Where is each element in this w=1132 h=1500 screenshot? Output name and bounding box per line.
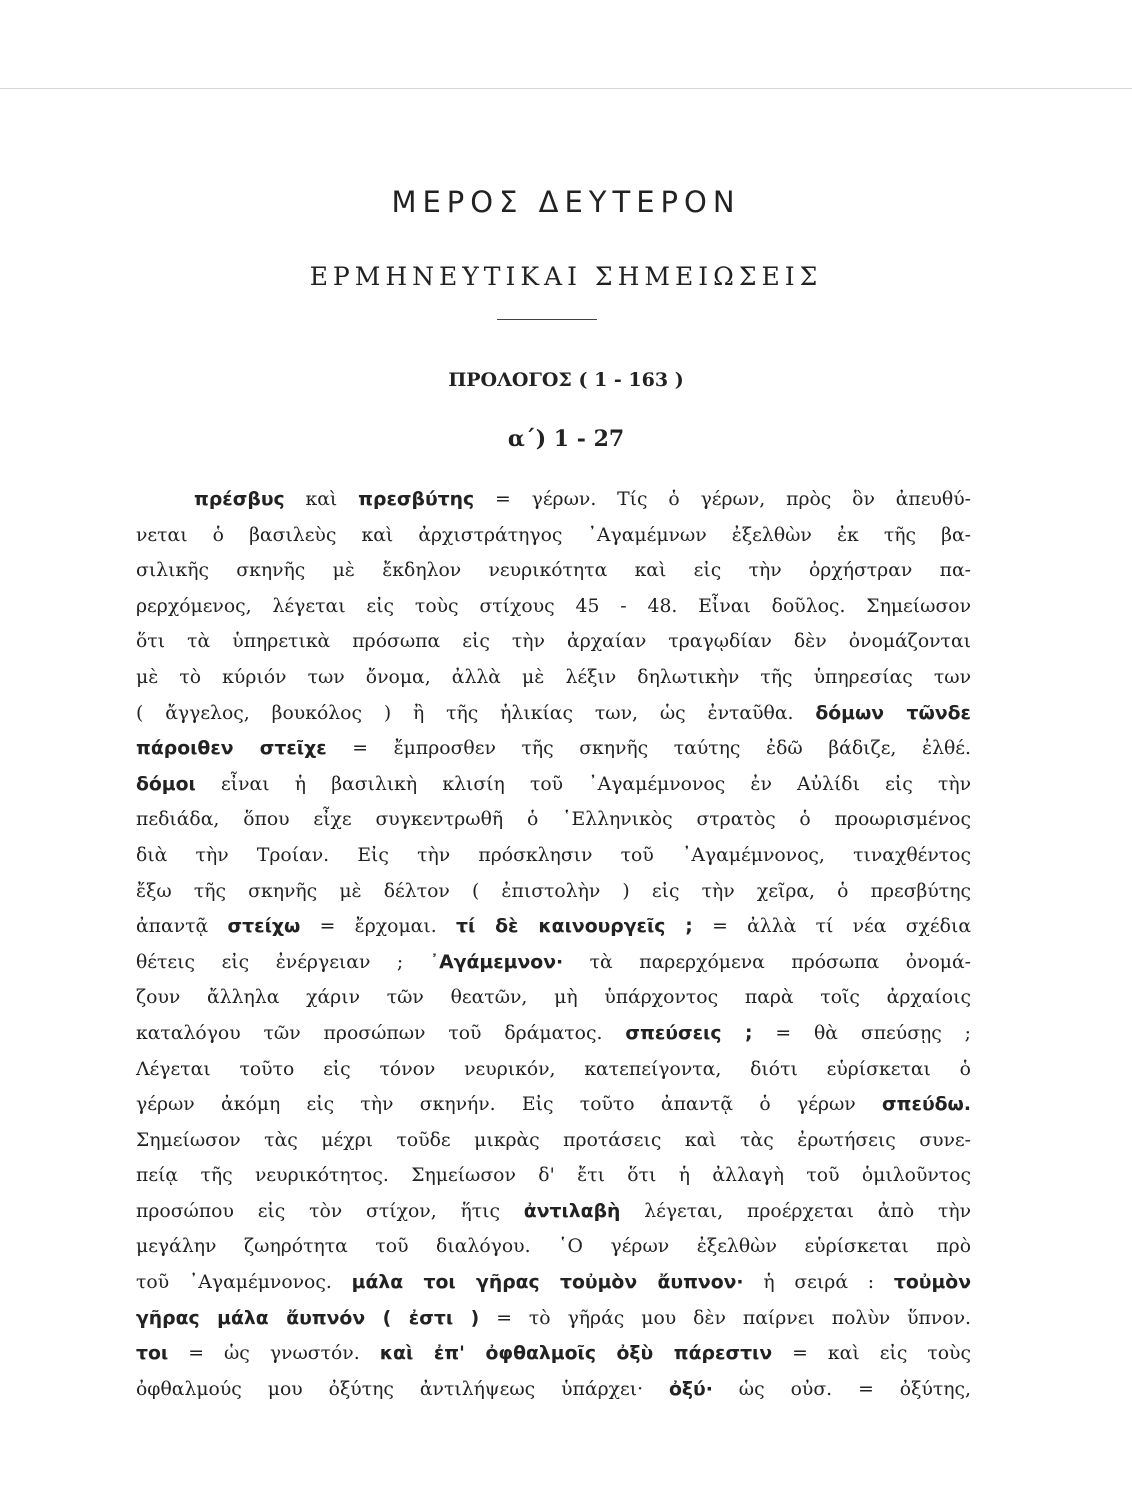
text-line [136,980,971,1016]
commentary-text: ἀπαντᾷ [136,916,228,938]
text-line [136,660,971,696]
commentary-text: ὅτι τὰ ὑπηρετικὰ πρόσωπα εἰς τὴν ἀρχαίαν τραγῳδίαν δὲν ὀνομάζονται [136,631,971,653]
commentary-text: ρερχόμενος, λέγεται εἰς τοὺς στίχους 45 - 48. Εἶναι δοῦλος. Σημείωσον [136,595,971,617]
lemma-term: γῆρας μάλα ἄυπνόν ( ἐστι ) [136,1307,480,1329]
commentary-text: Λέγεται τοῦτο εἰς τόνον νευρικόν, κατεπείγοντα, διότι εὑρίσκεται ὁ [136,1058,971,1080]
text-line [136,1229,971,1265]
commentary-text: μεγάλην ζωηρότητα τοῦ διαλόγου. ῾Ο γέρων ἐξελθὼν εὑρίσκεται πρὸ [136,1236,971,1258]
commentary-text: τοῦ ᾿Αγαμέμνονος. [136,1272,352,1294]
commentary-text: ἔξω τῆς σκηνῆς μὲ δέλτον ( ἐπιστολὴν ) εἰς τὴν χεῖρα, ὁ πρεσβύτης [136,880,971,902]
commentary-text: = ἔμπροσθεν τῆς σκηνῆς ταύτης ἐδῶ βάδιζε, ἐλθέ. [326,738,971,760]
lemma-term: τοι [136,1343,169,1365]
text-line [136,589,971,625]
text-line [136,518,971,554]
text-line [136,1372,971,1408]
commentary-text: εἶναι ἡ βασιλικὴ κλισίη τοῦ ᾿Αγαμέμνονος ἐν Αὐλίδι εἰς τὴν [195,773,971,795]
commentary-text: προσώπου εἰς τὸν στίχον, ἥτις [136,1200,524,1222]
text-line [136,838,971,874]
lemma-term: μάλα τοι γῆρας τοὐμὸν ἄυπνον· [351,1272,744,1294]
text-line [136,909,971,945]
text-line [136,802,971,838]
commentary-text: διὰ τὴν Τροίαν. Εἰς τὴν πρόσκλησιν τοῦ ᾿Αγαμέμνονος, τιναχθέντος [136,844,971,866]
commentary-text: ἡ σειρά : [743,1272,894,1294]
part-title: ΜΕΡΟΣ ΔΕΥΤΕΡΟΝ [391,185,741,219]
lemma-term: σπεύσεις ; [625,1022,753,1044]
commentary-text: καταλόγου τῶν προσώπων τοῦ δράματος. [136,1022,626,1044]
lemma-term: πάροιθεν στεῖχε [136,738,327,760]
commentary-body [136,482,971,1407]
text-line [136,482,971,518]
text-line [136,1265,971,1301]
text-line [136,767,971,803]
text-line [136,1123,971,1159]
text-line [136,731,971,767]
text-line [136,1158,971,1194]
title-divider [497,319,597,320]
text-line [136,874,971,910]
lemma-term: στείχω [227,916,301,938]
commentary-text: σιλικῆς σκηνῆς μὲ ἔκδηλον νευρικότητα καὶ εἰς τὴν ὀρχήστραν πα- [136,560,971,582]
text-line [136,1336,971,1372]
commentary-text: = ἀλλὰ τί νέα σχέδια [692,916,972,938]
lemma-term: σπεύδω. [882,1094,971,1116]
text-line [136,945,971,981]
commentary-text: πείᾳ τῆς νευρικότητος. Σημείωσον δ' ἔτι ὅτι ἡ ἀλλαγὴ τοῦ ὁμιλοῦντος [136,1165,971,1187]
lemma-term: δόμοι [136,773,196,795]
section-title: ΕΡΜΗΝΕΥΤΙΚΑΙ ΣΗΜΕΙΩΣΕΙΣ [309,262,823,291]
commentary-text: νεται ὁ βασιλεὺς καὶ ἀρχιστράτηγος ᾿Αγαμέμνων ἐξελθὼν ἐκ τῆς βα- [136,524,971,546]
prologue-title: ΠΡΟΛΟΓΟΣ ( 1 - 163 ) [448,369,684,391]
lemma-term: τί δὲ καινουργεῖς ; [455,916,693,938]
text-line [136,1087,971,1123]
text-line [136,1194,971,1230]
commentary-text: ὡς οὐσ. = ὀξύτης, [712,1378,971,1400]
commentary-text: = θὰ σπεύσῃς ; [752,1022,971,1044]
text-line [136,624,971,660]
subsection-title: α΄) 1 - 27 [507,426,625,452]
commentary-text: γέρων ἀκόμη εἰς τὴν σκηνήν. Εἰς τοῦτο ἀπαντᾷ ὁ γέρων [136,1094,883,1116]
commentary-text: ( ἄγγελος, βουκόλος ) ἢ τῆς ἡλικίας των, ὡς ἐνταῦθα. [136,702,816,724]
commentary-text: τὰ παρερχόμενα πρόσωπα ὀνομά- [563,951,971,973]
lemma-term: δόμων τῶνδε [815,702,971,724]
lemma-term: καὶ ἐπ' ὀφθαλμοῖς ὀξὺ πάρεστιν [379,1343,773,1365]
commentary-text: Σημείωσον τὰς μέχρι τοῦδε μικρὰς προτάσεις καὶ τὰς ἐρωτήσεις συνε- [136,1129,971,1151]
commentary-text: ὀφθαλμούς μου ὀξύτης ἀντιλήψεως ὑπάρχει· [136,1378,670,1400]
commentary-text: πεδιάδα, ὅπου εἶχε συγκεντρωθῆ ὁ ῾Ελληνικὸς στρατὸς ὁ προωρισμένος [136,809,971,831]
text-line [136,1301,971,1337]
lemma-term: ἀντιλαβὴ [523,1200,621,1222]
commentary-text: ζουν ἄλληλα χάριν τῶν θεατῶν, μὴ ὑπάρχοντος παρὰ τοῖς ἀρχαίοις [136,987,971,1009]
lemma-term: πρέσβυς [194,489,285,510]
lemma-term: ὀξύ· [669,1378,713,1400]
commentary-text: θέτεις εἰς ἐνέργειαν ; [136,951,430,973]
commentary-text: = ἔρχομαι. [300,916,456,938]
commentary-text: = τὸ γῆράς μου δὲν παίρνει πολὺν ὕπνον. [479,1307,971,1329]
commentary-text: = γέρων. Τίς ὁ γέρων, πρὸς ὃν ἀπευθύ- [474,489,971,510]
commentary-text: λέγεται, προέρχεται ἀπὸ τὴν [620,1200,971,1222]
text-line [136,553,971,589]
text-line [136,696,971,732]
lemma-term: ᾿Αγάμεμνον· [429,951,564,973]
commentary-text: καὶ [284,489,359,510]
commentary-text: = καὶ εἰς τοὺς [772,1343,971,1365]
lemma-term: τοὐμὸν [893,1272,971,1294]
commentary-text: = ὡς γνωστόν. [168,1343,380,1365]
text-line [136,1052,971,1088]
lemma-term: πρεσβύτης [358,489,475,510]
text-line [136,1016,971,1052]
header-rule [0,88,1132,89]
commentary-text: μὲ τὸ κύριόν των ὄνομα, ἀλλὰ μὲ λέξιν δηλωτικὴν τῆς ὑπηρεσίας των [136,666,971,688]
